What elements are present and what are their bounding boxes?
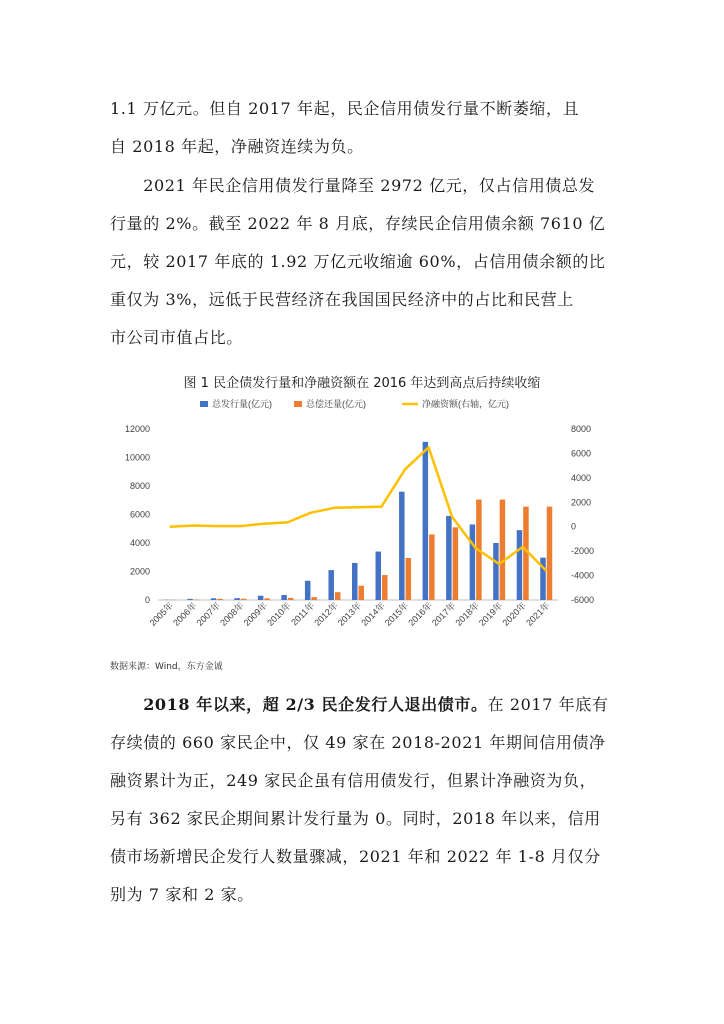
issuance-bar	[446, 516, 452, 600]
x-axis-tick-label: 2016年	[406, 600, 435, 628]
paragraph-line: 行量的 2%。截至 2022 年 8 月底，存续民企信用债余额 7610 亿	[110, 214, 606, 233]
right-axis	[571, 424, 594, 605]
legend-label: 总偿还量(亿元)	[306, 399, 366, 409]
issuance-bar	[258, 596, 264, 600]
legend-swatch	[294, 401, 302, 407]
issuance-bar	[281, 595, 287, 600]
right-axis-tick-label: 0	[571, 521, 577, 532]
x-axis-tick-label: 2013年	[335, 600, 364, 628]
issuance-bar	[376, 552, 382, 600]
repayment-bar	[500, 500, 506, 600]
right-axis-tick-label: -2000	[571, 546, 595, 557]
net-financing-line-group	[170, 447, 546, 570]
x-axis-tick-label: 2009年	[241, 600, 270, 628]
issuance-bar	[305, 581, 311, 600]
bars-group	[164, 442, 552, 600]
issuance-bar	[234, 598, 240, 600]
paragraph-1	[110, 90, 616, 166]
paragraph-line: 2021 年民企信用债发行量降至 2972 亿元，仅占信用债总发	[110, 176, 596, 195]
issuance-bar	[493, 543, 499, 600]
repayment-bar	[547, 507, 553, 600]
data-source-note: 数据来源：Wind，东方金诚	[110, 662, 223, 672]
right-axis-tick-label: 4000	[571, 472, 592, 483]
issuance-bar	[423, 442, 429, 600]
paragraph-line: 自 2018 年起，净融资连续为负。	[110, 137, 364, 156]
legend-swatch	[200, 401, 208, 407]
repayment-bar	[359, 586, 365, 600]
issuance-bar	[399, 492, 405, 600]
x-axis-tick-label: 2021年	[524, 600, 552, 628]
left-axis-tick-label: 8000	[129, 481, 150, 491]
x-axis-tick-label: 2012年	[312, 600, 340, 628]
right-axis-tick-label: -4000	[571, 570, 595, 581]
repayment-bar	[453, 527, 459, 600]
x-axis-tick-label: 2014年	[359, 600, 387, 628]
right-axis-tick-label: 6000	[571, 448, 592, 459]
paragraph-line: 别为 7 家和 2 家。	[110, 885, 254, 904]
left-axis-tick-label: 0	[144, 595, 150, 605]
x-axis-tick-label: 2005年	[147, 600, 176, 628]
right-axis-tick-label: 8000	[571, 424, 592, 434]
x-axis-tick-label: 2011年	[289, 600, 317, 628]
x-axis-tick-label: 2006年	[171, 600, 199, 628]
paragraph-line: 存续债的 660 家民企中，仅 49 家在 2018-2021 年期间信用债净	[110, 733, 606, 752]
bold-lead-sentence: 2018 年以来，超 2/3 民企发行人退出债市。	[143, 695, 488, 714]
paragraph-line: 债市场新增民企发行人数量骤减，2021 年和 2022 年 1-8 月仅分	[110, 847, 601, 866]
chart-legend	[200, 398, 509, 410]
x-axis-tick-label: 2008年	[218, 600, 246, 628]
chart	[108, 396, 618, 651]
legend-label: 总发行量(亿元)	[212, 399, 272, 409]
repayment-bar	[241, 599, 247, 600]
left-axis-tick-label: 4000	[129, 538, 150, 548]
left-axis-tick-label: 12000	[124, 424, 150, 434]
figure-title: 图 1 民企债发行量和净融资额在 2016 年达到高点后持续收缩	[183, 376, 541, 391]
repayment-bar	[429, 534, 435, 600]
x-axis-labels	[147, 600, 552, 628]
repayment-bar	[406, 558, 412, 600]
repayment-bar	[288, 598, 294, 600]
x-axis-tick-label: 2015年	[382, 600, 411, 628]
issuance-bar	[211, 598, 217, 600]
repayment-bar	[264, 598, 270, 600]
issuance-bar	[352, 563, 358, 600]
paragraph-3	[110, 686, 616, 914]
x-axis-tick-label: 2018年	[453, 600, 482, 628]
x-axis-tick-label: 2010年	[265, 600, 293, 628]
right-axis-tick-label: -6000	[571, 595, 595, 605]
left-axis	[125, 424, 150, 605]
paragraph-2	[110, 167, 616, 357]
left-axis-tick-label: 2000	[129, 566, 150, 577]
net-financing-line	[170, 447, 546, 570]
left-axis-tick-label: 6000	[129, 509, 150, 520]
paragraph-line: 融资累计为正，249 家民企虽有信用债发行，但累计净融资为负，	[110, 771, 597, 790]
paragraph-line	[110, 686, 616, 724]
repayment-bar	[217, 599, 223, 600]
legend-label: 净融资额(右轴，亿元)	[422, 399, 509, 409]
paragraph-line: 市公司市值占比。	[110, 328, 243, 347]
x-axis-tick-label: 2020年	[500, 600, 529, 628]
repayment-bar	[311, 597, 317, 600]
paragraph-line: 另有 362 家民企期间累计发行量为 0。同时，2018 年以来，信用	[110, 809, 601, 828]
issuance-bar	[187, 599, 193, 600]
x-axis-tick-label: 2007年	[194, 600, 223, 628]
left-axis-tick-label: 10000	[124, 452, 150, 463]
paragraph-line: 重仅为 3%，远低于民营经济在我国国民经济中的占比和民营上	[110, 290, 574, 309]
x-axis-tick-label: 2019年	[476, 600, 505, 628]
issuance-bar	[517, 530, 523, 600]
x-axis-tick-label: 2017年	[429, 600, 458, 628]
issuance-bar	[328, 570, 334, 600]
paragraph-fragment: 在 2017 年底有	[487, 695, 609, 714]
right-axis-tick-label: 2000	[571, 497, 592, 508]
paragraph-line: 元，较 2017 年底的 1.92 万亿元收缩逾 60%，占信用债余额的比	[110, 252, 606, 271]
paragraph-line: 1.1 万亿元。但自 2017 年起，民企信用债发行量不断萎缩，且	[110, 99, 580, 118]
repayment-bar	[382, 575, 388, 600]
repayment-bar	[335, 592, 341, 600]
issuance-bar	[470, 524, 476, 600]
